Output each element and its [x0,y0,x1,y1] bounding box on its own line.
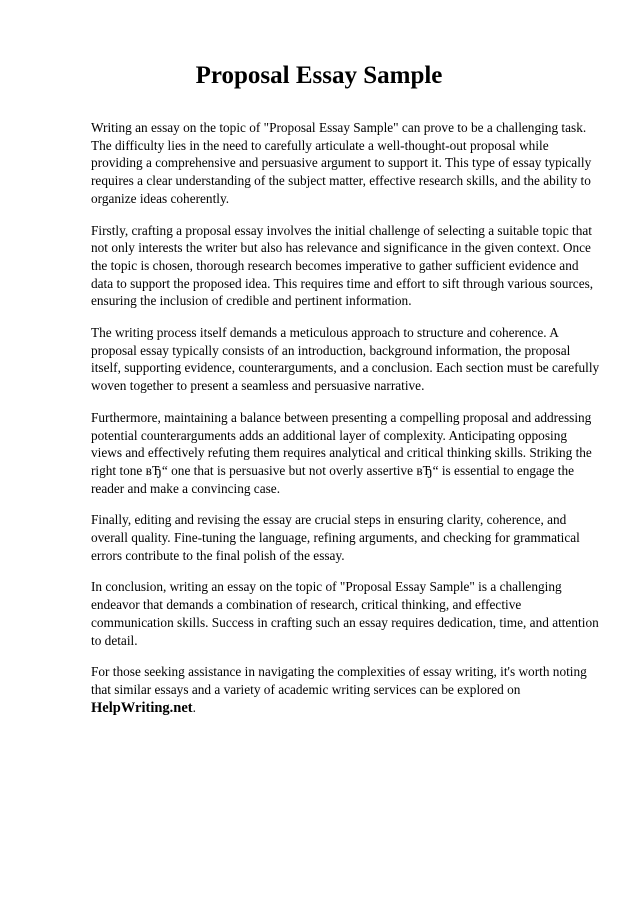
document-title: Proposal Essay Sample [195,62,443,89]
document-body [91,119,601,731]
paragraph-7-text: For those seeking assistance in navigating the complexities of essay writing, it's worth noting that similar essays and a variety of academic writing services can be explored on [91,664,587,697]
paragraph-5: Finally, editing and revising the essay are crucial steps in ensuring clarity, coherence, and overall quality. Fine-tuning the language, refining arguments, and checking for grammatical errors contribute to the final polish of the essay. [91,512,580,563]
paragraph-7-end: . [192,699,196,715]
paragraph-7 [91,663,601,717]
paragraph-6: In conclusion, writing an essay on the topic of "Proposal Essay Sample" is a challenging endeavor that demands a combination of research, critical thinking, and effective communication skills. Success in crafting such an essay requires dedication, time, and attention to detail. [91,579,599,648]
brand-link[interactable]: HelpWriting.net [91,699,193,716]
paragraph-3: The writing process itself demands a meticulous approach to structure and coherence. A proposal essay typically consists of an introduction, background information, the proposal itself, supporting evidence, counterarguments, and a conclusion. Each section must be carefully woven together to present a seamless and persuasive narrative. [91,325,600,394]
paragraph-1: Writing an essay on the topic of "Proposal Essay Sample" can prove to be a challenging task. The difficulty lies in the need to carefully articulate a well-thought-out proposal while providing a comprehensive and persuasive argument to support it. This type of essay typically requires a clear understanding of the subject matter, effective research skills, and the ability to organize ideas coherently. [91,120,592,206]
paragraph-4: Furthermore, maintaining a balance between presenting a compelling proposal and addressing potential counterarguments adds an additional layer of complexity. Anticipating opposing views and effectively refuting them requires analytical and critical thinking skills. Striking the right tone вЂ“ one that is persuasive but not overly assertive вЂ“ is essential to engage the reader and make a convincing case. [91,409,592,496]
paragraph-2: Firstly, crafting a proposal essay involves the initial challenge of selecting a suitable topic that not only interests the writer but also has relevance and significance in the given context. Once the topic is chosen, thorough research becomes imperative to gather sufficient evidence and data to support the proposed idea. This requires time and effort to sift through various sources, ensuring the inclusion of credible and pertinent information. [91,222,594,309]
